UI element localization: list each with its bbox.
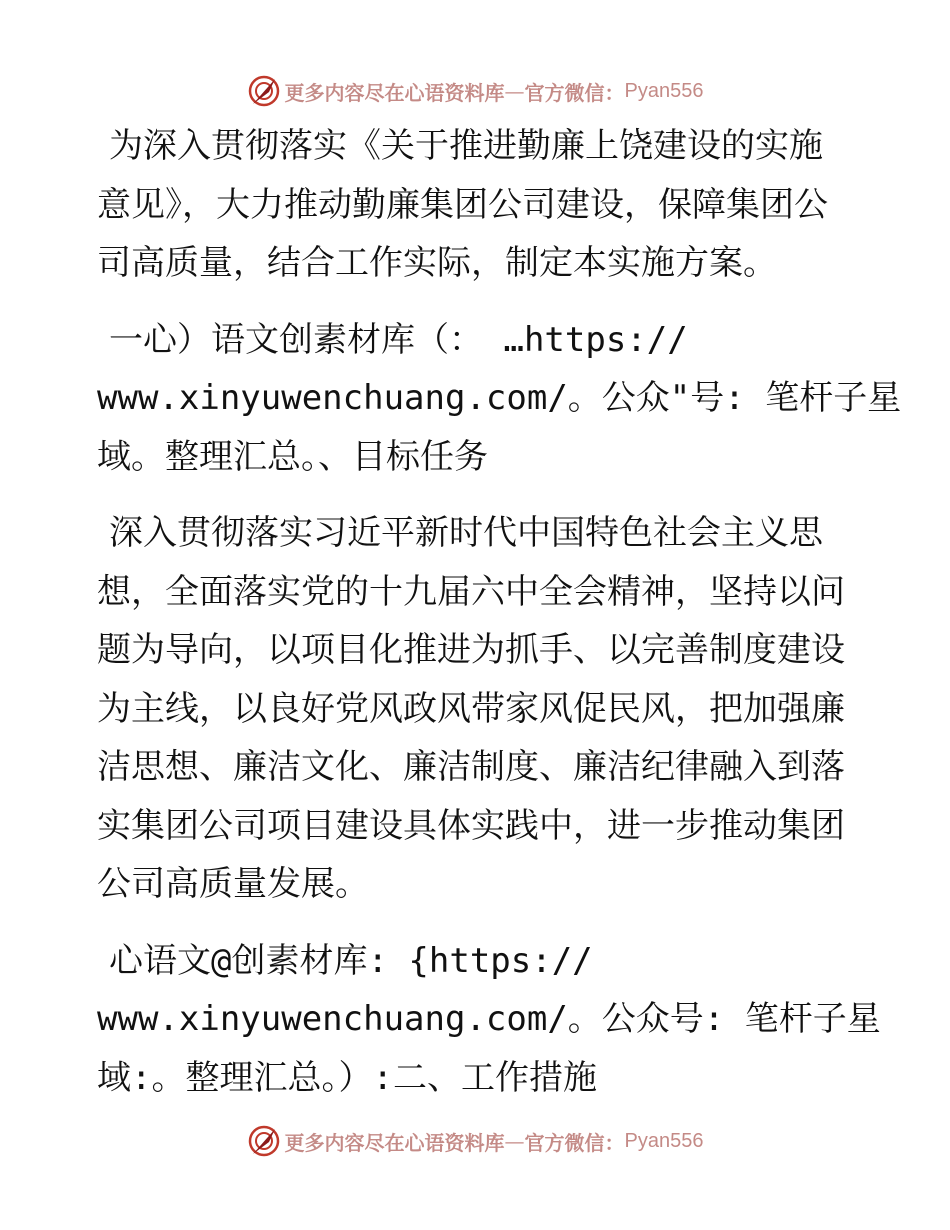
paragraph-intro [97, 117, 857, 293]
footer-separator: — [504, 1129, 525, 1153]
footer-watermark [0, 1121, 950, 1161]
document-body [97, 117, 902, 1125]
header-official-label: 官方微信： [524, 80, 625, 105]
text-line: 司高质量，结合工作实际，制定本实施方案。 [97, 243, 777, 283]
text-line: 为深入贯彻落实《关于推进勤廉上饶建设的实施 [109, 126, 823, 166]
footer-official-label: 官方微信： [524, 1130, 625, 1155]
text-line: www.xinyuwenchuang.com/。公众"号: 笔杆子星 [97, 378, 902, 418]
footer-wechat-id: Pyan556 [624, 1129, 704, 1152]
text-line: 为主线，以良好党风政风带家风促民风，把加强廉 [97, 688, 845, 729]
text-line: 意见》，大力推动勤廉集团公司建设，保障集团公 [97, 184, 828, 225]
header-wechat-id: Pyan556 [624, 79, 704, 102]
text-line: 实集团公司项目建设具体实践中，进一步推动集团 [97, 805, 845, 846]
text-line: 题为导向，以项目化推进为抓手、以完善制度建设 [97, 630, 845, 670]
feather-logo-icon [247, 1124, 281, 1158]
paragraph-goals-body [97, 504, 857, 914]
text-line: www.xinyuwenchuang.com/。公众号: 笔杆子星 [97, 999, 881, 1039]
header-brand-text: 更多内容尽在心语资料库 [284, 80, 505, 105]
text-line: 一心）语文创素材库（： …https:// [109, 319, 688, 360]
text-line: 公司高质量发展。 [97, 864, 369, 904]
paragraph-heading-measures [97, 932, 881, 1108]
text-line: 域。整理汇总。、目标任务 [97, 436, 488, 477]
paragraph-heading-goals [97, 311, 902, 487]
feather-logo-icon [247, 74, 281, 108]
text-line: 域:。整理汇总。）:二、工作措施 [97, 1057, 597, 1098]
header-separator: — [504, 79, 525, 103]
text-line: 心语文@创素材库: {https:// [109, 940, 593, 981]
text-line: 洁思想、廉洁文化、廉洁制度、廉洁纪律融入到落 [97, 747, 845, 787]
text-line: 想，全面落实党的十九届六中全会精神，坚持以问 [97, 571, 845, 612]
text-line: 深入贯彻落实习近平新时代中国特色社会主义思 [109, 513, 823, 553]
footer-brand-text: 更多内容尽在心语资料库 [284, 1130, 505, 1155]
header-watermark [0, 71, 950, 111]
